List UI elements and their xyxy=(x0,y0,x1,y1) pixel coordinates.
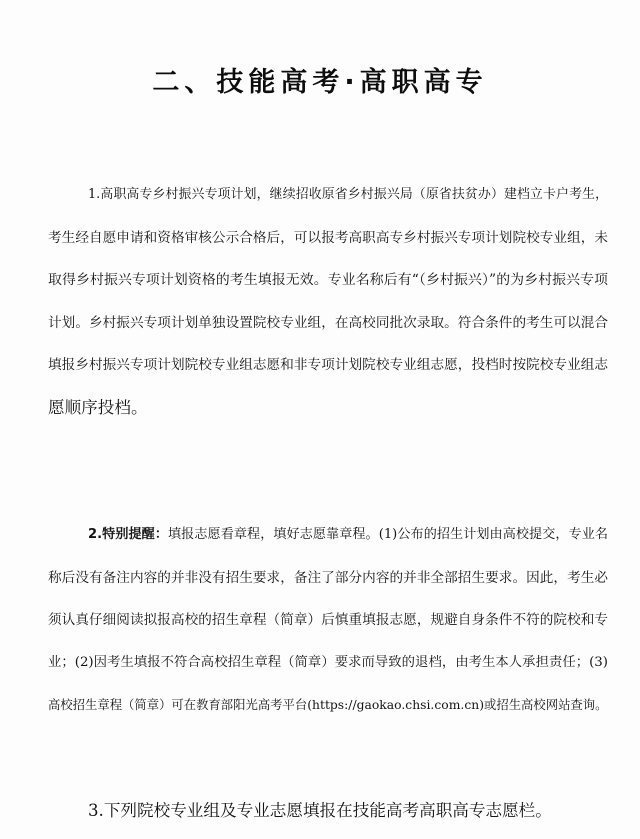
paragraph-volunteer-column-note xyxy=(48,790,608,833)
paragraph-line: 3.下列院校专业组及专业志愿填报在技能高考高职高专志愿栏。 xyxy=(88,801,552,820)
paragraph-line: 业；(2)因考生填报不符合高校招生章程（简章）要求而导致的退档，由考生本人承担责任；(3) xyxy=(48,654,608,670)
page-title: 二、技能高考·高职高专 xyxy=(152,67,488,98)
paragraph-line: 1.高职高专乡村振兴专项计划，继续招收原省乡村振兴局（原省扶贫办）建档立卡户考生， xyxy=(88,187,608,202)
paragraph-line: 考生经自愿申请和资格审核公示合格后，可以报考高职高专乡村振兴专项计划院校专业组，未 xyxy=(48,229,608,246)
paragraph-special-reminder xyxy=(48,514,608,727)
paragraph-rural-revitalization-plan xyxy=(48,174,608,429)
paragraph-line: 填报乡村振兴专项计划院校专业组志愿和非专项计划院校专业组志愿，投档时按院校专业组志 xyxy=(48,357,608,373)
paragraph-line: 高校招生章程（简章）可在教育部阳光高考平台(https://gaokao.chsi.com.cn)或招生高校网站查询。 xyxy=(48,698,608,712)
paragraph-line: 须认真仔细阅读拟报高校的招生章程（简章）后慎重填报志愿，规避自身条件不符的院校和专 xyxy=(48,612,608,628)
paragraph-line: 愿顺序投档。 xyxy=(48,397,148,417)
paragraph-line xyxy=(48,514,608,557)
paragraph-line: 称后没有备注内容的并非没有招生要求，备注了部分内容的并非全部招生要求。因此，考生必 xyxy=(48,569,608,586)
paragraph-line: 计划。乡村振兴专项计划单独设置院校专业组，在高校同批次录取。符合条件的考生可以混合 xyxy=(48,314,608,331)
paragraph-line: 取得乡村振兴专项计划资格的考生填报无效。专业名称后有“（乡村振兴）”的为乡村振兴专项 xyxy=(48,272,608,288)
reminder-heading: 2.特别提醒： xyxy=(88,527,169,542)
reminder-first-line-text: 填报志愿看章程，填好志愿靠章程。(1)公布的招生计划由高校提交，专业名 xyxy=(168,527,608,542)
